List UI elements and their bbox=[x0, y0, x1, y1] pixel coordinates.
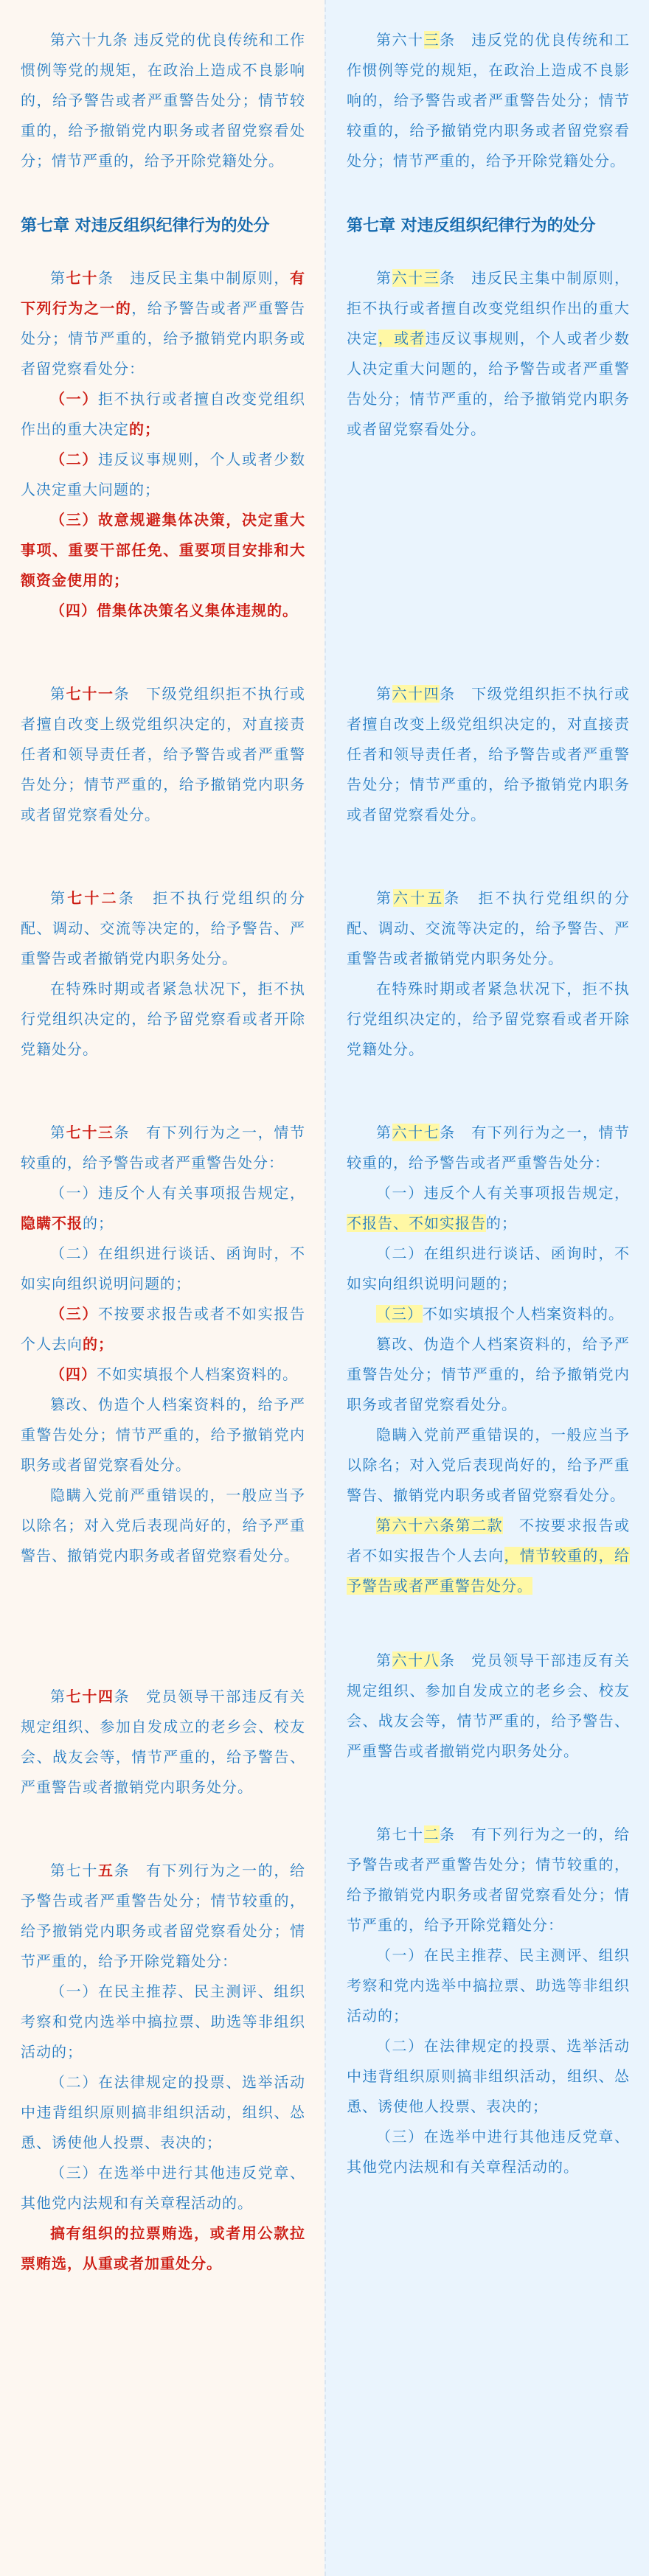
article-head: 第七十三条 有下列行为之一，情节较重的，给予警告或者严重警告处分： bbox=[21, 1124, 306, 1172]
article-head: 第七十二条 有下列行为之一的，给予警告或者严重警告处分；情节较重的，给予撤销党内职务或者留党察看处分；情节严重的，给予开除党籍处分： bbox=[347, 1825, 631, 1934]
article-head: 第七十条 违反民主集中制原则，有下列行为之一的，给予警告或者严重警告处分；情节严重的，给予撤销党内职务或者留党察看处分： bbox=[21, 269, 306, 377]
article-text: 在特殊时期或者紧急状况下，拒不执行党组织决定的，给予留党察看或者开除党籍处分。 bbox=[347, 980, 630, 1058]
article-head: 第七十一条 下级党组织拒不执行或者擅自改变上级党组织决定的，对直接责任者和领导责任者，给予警告或者严重警告处分；情节严重的，给予撤销党内职务或者留党察看处分。 bbox=[21, 685, 306, 824]
article-head: 第六十三条 违反民主集中制原则，拒不执行或者擅自改变党组织作出的重大决定，或者违反议事规则，个人或者少数人决定重大问题的，给予警告或者严重警告处分；情节严重的，给予撤销党内职务或者留党察看处分。 bbox=[347, 269, 631, 438]
article-head: 第七十五条 有下列行为之一的，给予警告或者严重警告处分；情节较重的，给予撤销党内职务或者留党察看处分；情节严重的，给予开除党籍处分： bbox=[21, 1862, 306, 1970]
article-item: （一）违反个人有关事项报告规定，隐瞒不报的； bbox=[21, 1184, 305, 1232]
article-item: （一）拒不执行或者擅自改变党组织作出的重大决定的； bbox=[21, 390, 305, 438]
right-article-64 bbox=[347, 679, 630, 830]
article-head: 第七十二条 拒不执行党组织的分配、调动、交流等决定的，给予警告、严重警告或者撤销党内职务处分。 bbox=[21, 889, 306, 967]
right-article-65 bbox=[347, 883, 630, 1065]
article-item: （一）在民主推荐、民主测评、组织考察和党内选举中搞拉票、助选等非组织活动的； bbox=[347, 1946, 630, 2025]
right-article-72 bbox=[347, 1820, 630, 2182]
article-item: （二）在组织进行谈话、函询时，不如实向组织说明问题的； bbox=[347, 1245, 630, 1292]
article-head: 第六十四条 下级党组织拒不执行或者擅自改变上级党组织决定的，对直接责任者和领导责任者，给予警告或者严重警告处分；情节严重的，给予撤销党内职务或者留党察看处分。 bbox=[347, 685, 631, 824]
left-article-73 bbox=[21, 1118, 305, 1571]
right-column-old-version bbox=[324, 0, 649, 2576]
article-text: 隐瞒入党前严重错误的，一般应当予以除名；对入党后表现尚好的，给予严重警告、撤销党内职务或者留党察看处分。 bbox=[347, 1426, 630, 1504]
right-article-68 bbox=[347, 1646, 630, 1766]
left-column-new-version bbox=[0, 0, 324, 2576]
right-article-63b bbox=[347, 263, 630, 445]
chapter-heading: 第七章 对违反组织纪律行为的处分 bbox=[347, 217, 596, 235]
article-item: （四）不如实填报个人档案资料的。 bbox=[50, 1365, 298, 1383]
right-article-63 bbox=[347, 25, 630, 176]
left-article-74 bbox=[21, 1682, 305, 1803]
article-item: （一）违反个人有关事项报告规定，不报告、不如实报告的； bbox=[347, 1184, 630, 1232]
left-article-70 bbox=[21, 263, 305, 626]
article-item: （一）在民主推荐、民主测评、组织考察和党内选举中搞拉票、助选等非组织活动的； bbox=[21, 1983, 305, 2061]
article-item: （三）在选举中进行其他违反党章、其他党内法规和有关章程活动的。 bbox=[347, 2128, 630, 2176]
left-article-71 bbox=[21, 679, 305, 830]
article-head: 第六十三条 违反党的优良传统和工作惯例等党的规矩，在政治上造成不良影响的，给予警告或者严重警告处分；情节较重的，给予撤销党内职务或者留党察看处分；情节严重的，给予开除党籍处分。 bbox=[347, 31, 631, 170]
article-text: 隐瞒入党前严重错误的，一般应当予以除名；对入党后表现尚好的，给予严重警告、撤销党内职务或者留党察看处分。 bbox=[21, 1486, 305, 1564]
article-text: 搞有组织的拉票贿选，或者用公款拉票贿选，从重或者加重处分。 bbox=[21, 2224, 305, 2272]
article-head: 第六十七条 有下列行为之一，情节较重的，给予警告或者严重警告处分： bbox=[347, 1124, 631, 1172]
article-text: 第六十六条第二款 不按要求报告或者不如实报告个人去向，情节较重的，给予警告或者严重警告处分。 bbox=[347, 1517, 631, 1595]
article-item: （三）不按要求报告或者不如实报告个人去向的； bbox=[21, 1305, 305, 1353]
article-item: （四）借集体决策名义集体违规的。 bbox=[50, 602, 298, 619]
article-item: （二）在法律规定的投票、选举活动中违背组织原则搞非组织活动，组织、怂恿、诱使他人投票、表决的； bbox=[21, 2073, 305, 2151]
article-text: 第六十九条 违反党的优良传统和工作惯例等党的规矩，在政治上造成不良影响的，给予警告或者严重警告处分；情节较重的，给予撤销党内职务或者留党察看处分；情节严重的，给予开除党籍处分。 bbox=[21, 31, 305, 170]
article-item: （三）在选举中进行其他违反党章、其他党内法规和有关章程活动的。 bbox=[21, 2164, 305, 2212]
chapter-heading: 第七章 对违反组织纪律行为的处分 bbox=[21, 217, 270, 235]
right-article-67 bbox=[347, 1118, 630, 1601]
article-item: （三）不如实填报个人档案资料的。 bbox=[376, 1305, 624, 1323]
article-item: （二）在法律规定的投票、选举活动中违背组织原则搞非组织活动，组织、怂恿、诱使他人投票、表决的； bbox=[347, 2037, 630, 2115]
article-text: 篡改、伪造个人档案资料的，给予严重警告处分；情节严重的，给予撤销党内职务或者留党察看处分。 bbox=[21, 1396, 305, 1474]
left-article-75 bbox=[21, 1856, 305, 2279]
article-text: 篡改、伪造个人档案资料的，给予严重警告处分；情节严重的，给予撤销党内职务或者留党察看处分。 bbox=[347, 1335, 630, 1413]
article-head: 第六十八条 党员领导干部违反有关规定组织、参加自发成立的老乡会、校友会、战友会等，情节严重的，给予警告、严重警告或者撤销党内职务处分。 bbox=[347, 1651, 631, 1760]
article-item: （三）故意规避集体决策，决定重大事项、重要干部任免、重要项目安排和大额资金使用的； bbox=[21, 511, 305, 589]
article-text: 在特殊时期或者紧急状况下，拒不执行党组织决定的，给予留党察看或者开除党籍处分。 bbox=[21, 980, 305, 1058]
article-head: 第六十五条 拒不执行党组织的分配、调动、交流等决定的，给予警告、严重警告或者撤销党内职务处分。 bbox=[347, 889, 631, 967]
article-item: （二）违反议事规则，个人或者少数人决定重大问题的； bbox=[21, 450, 305, 498]
left-article-72 bbox=[21, 883, 305, 1065]
left-article-69 bbox=[21, 25, 305, 176]
article-item: （二）在组织进行谈话、函询时，不如实向组织说明问题的； bbox=[21, 1245, 305, 1292]
article-head: 第七十四条 党员领导干部违反有关规定组织、参加自发成立的老乡会、校友会、战友会等，情节严重的，给予警告、严重警告或者撤销党内职务处分。 bbox=[21, 1688, 306, 1796]
